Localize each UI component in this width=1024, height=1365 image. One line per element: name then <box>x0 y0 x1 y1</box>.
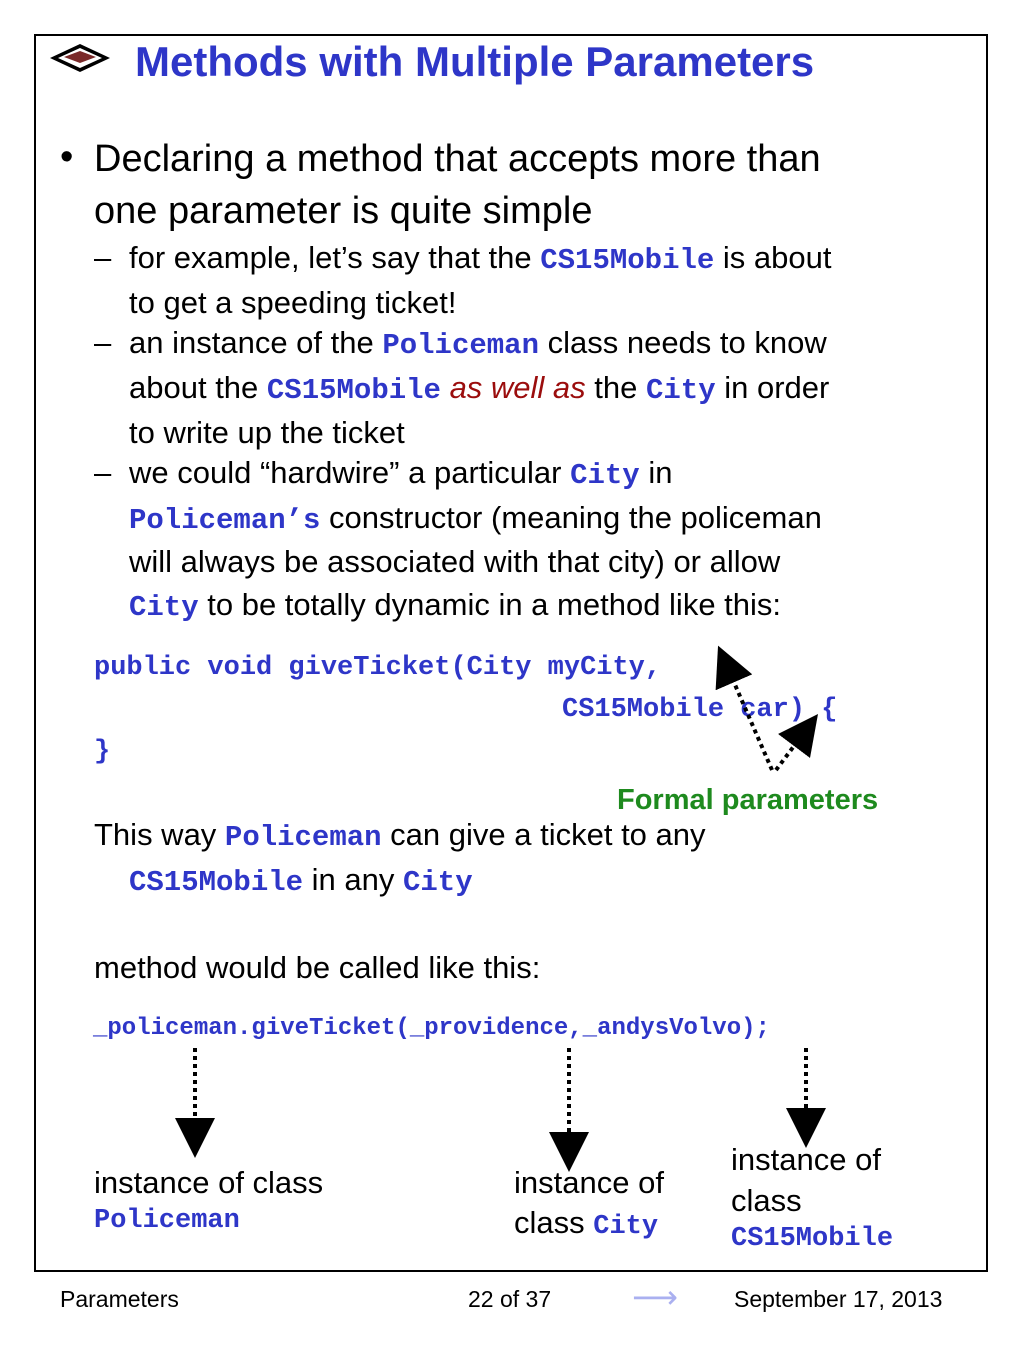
code-city: City <box>570 459 640 492</box>
code-cs15mobile: CS15Mobile <box>540 244 715 277</box>
text: class needs to know <box>538 325 827 360</box>
bullet-dot: • <box>60 136 74 178</box>
bullet-line-2: one parameter is quite simple <box>94 190 593 232</box>
code-line-2: CS15Mobile car) { <box>562 695 838 725</box>
text: constructor (meaning the policeman <box>320 500 822 535</box>
text: can give a ticket to any <box>381 817 706 852</box>
text: we could “hardwire” a particular <box>129 455 571 490</box>
text: This way <box>94 817 225 852</box>
text: in order <box>715 370 830 405</box>
text: for example, let’s say that the <box>129 240 541 275</box>
footer-date: September 17, 2013 <box>734 1286 943 1312</box>
annotation-policeman-line-1: instance of class <box>94 1165 324 1200</box>
text: is about <box>714 240 832 275</box>
code-cs15mobile: CS15Mobile <box>129 866 304 899</box>
annotation-policeman-code: Policeman <box>94 1206 240 1236</box>
sub2-line-3: to write up the ticket <box>129 415 405 450</box>
annotation-mobile-line-1: instance of <box>731 1142 881 1177</box>
footer-page-number: 22 of 37 <box>468 1286 552 1312</box>
text: to be totally dynamic in a method like this: <box>198 587 782 622</box>
text: about the <box>129 370 267 405</box>
annotation-mobile-line-2: class <box>731 1183 802 1218</box>
code-city: City <box>593 1212 659 1242</box>
call-code-line: _policeman.giveTicket(_providence,_andysVolvo); <box>93 1015 770 1042</box>
code-line-1: public void giveTicket(City myCity, <box>94 653 662 683</box>
formal-arrow-to-car <box>776 730 806 770</box>
sub1-line-2: to get a speeding ticket! <box>129 285 457 320</box>
dash: – <box>94 325 112 360</box>
formal-parameters-label: Formal parameters <box>617 784 879 816</box>
formal-arrow-to-mycity <box>726 664 772 770</box>
code-city: City <box>646 374 716 407</box>
sub3-line-3: will always be associated with that city) or allow <box>129 544 781 579</box>
dash: – <box>94 455 112 490</box>
code-policeman: Policeman <box>224 821 382 854</box>
page-title: Methods with Multiple Parameters <box>135 38 815 85</box>
next-arrow-icon[interactable]: ⟶ <box>632 1278 678 1316</box>
code-policemans: Policeman’s <box>129 504 321 537</box>
code-policeman: Policeman <box>382 329 539 362</box>
code-line-3: } <box>94 737 111 767</box>
text: in <box>639 455 673 490</box>
bullet-line-1: Declaring a method that accepts more than <box>94 138 821 180</box>
code-city: City <box>402 866 473 899</box>
text: the <box>585 370 646 405</box>
code-cs15mobile: CS15Mobile <box>266 374 441 407</box>
text: class <box>514 1205 594 1240</box>
call-intro: method would be called like this: <box>94 950 541 985</box>
footer-section-title: Parameters <box>60 1286 179 1312</box>
dash: – <box>94 240 112 275</box>
code-city: City <box>129 591 199 624</box>
text: an instance of the <box>129 325 383 360</box>
emphasis-text: as well as <box>449 370 586 405</box>
annotation-mobile-code: CS15Mobile <box>731 1224 894 1254</box>
annotation-city-line-1: instance of <box>514 1165 664 1200</box>
text: in any <box>303 862 403 897</box>
